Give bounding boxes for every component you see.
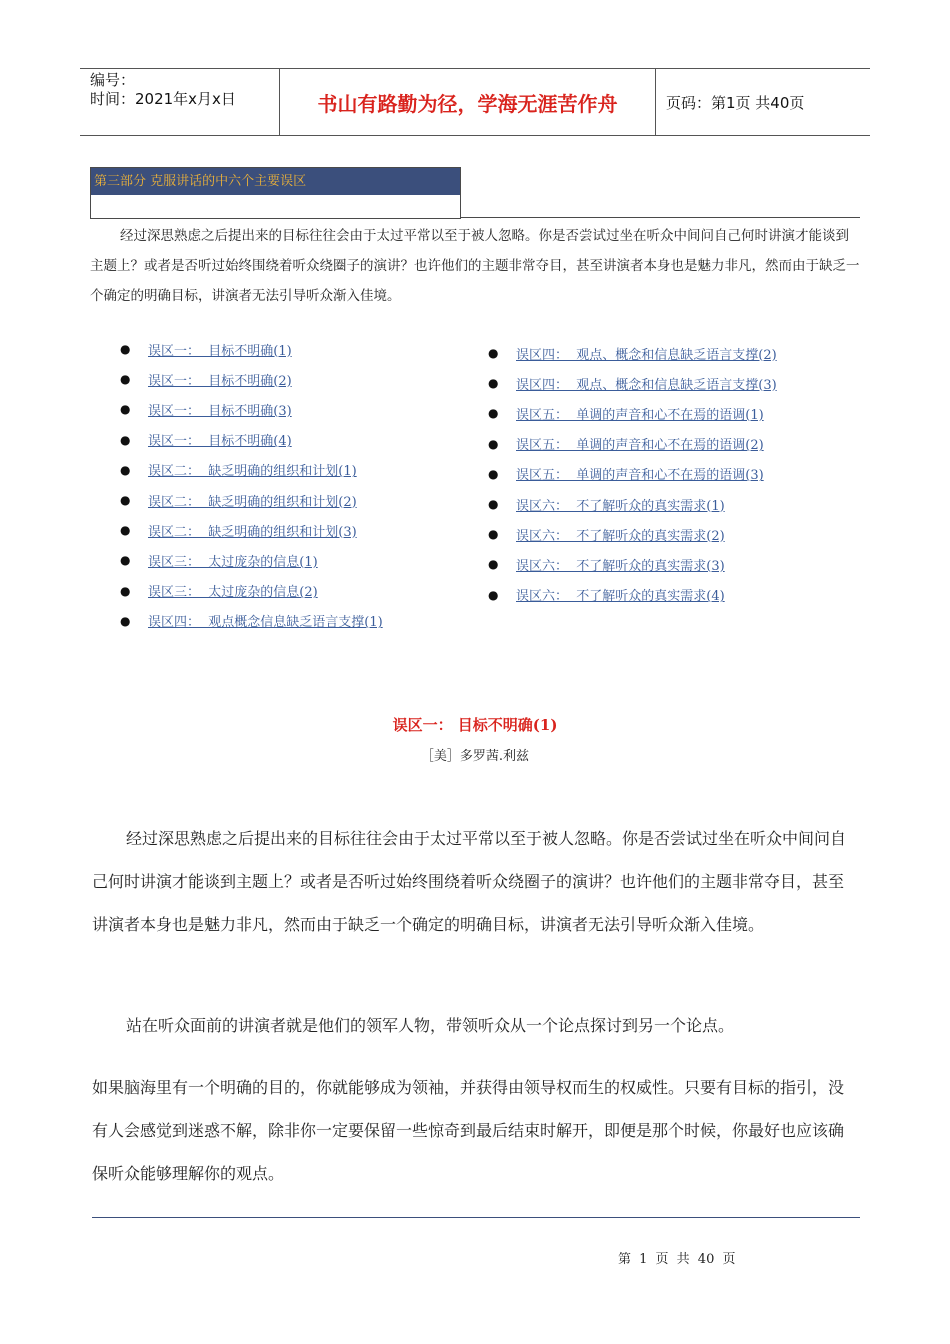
toc-item [486, 519, 777, 549]
bullet-icon: ● [488, 466, 499, 481]
bullet-icon: ● [488, 376, 499, 391]
header-meta [80, 69, 280, 135]
article-paragraph: 如果脑海里有一个明确的目的，你就能够成为领袖，并获得由领导权而生的权威性。只要有目标的指引，没有人会感觉到迷惑不解，除非你一定要保留一些惊奇到最后结束时解开，即便是那个时候，你最好也应该确保听众能够理解你的观点。 [92, 1078, 845, 1183]
bullet-icon: ● [488, 527, 499, 542]
toc-item [118, 545, 383, 575]
bullet-icon: ● [120, 583, 131, 598]
toc-item [486, 489, 777, 519]
bullet-icon: ● [120, 523, 131, 538]
toc-link[interactable]: 误区一： 目标不明确(4) [148, 434, 292, 450]
bullet-icon: ● [120, 462, 131, 477]
section-banner-title: 第三部分 克服讲话的中六个主要误区 [91, 168, 460, 195]
bullet-icon: ● [120, 342, 131, 357]
toc-item [118, 425, 383, 455]
toc-link[interactable]: 误区三： 太过庞杂的信息(1) [148, 554, 318, 570]
toc-item [118, 576, 383, 606]
toc-link[interactable]: 误区一： 目标不明确(3) [148, 403, 292, 419]
toc-link[interactable]: 误区二： 缺乏明确的组织和计划(2) [148, 494, 357, 510]
toc-item [486, 398, 777, 428]
toc-link[interactable]: 误区六： 不了解听众的真实需求(2) [516, 528, 725, 544]
bullet-icon: ● [488, 587, 499, 602]
section-intro: 经过深思熟虑之后提出来的目标往往会由于太过平常以至于被人忽略。你是否尝试过坐在听众中间问自己何时讲演才能谈到主题上？或者是否听过始终围绕着听众绕圈子的演讲？也许他们的主题非常夺目，甚至讲演者本身也是魅力非凡，然而由于缺乏一个确定的明确目标，讲演者无法引导听众渐入佳境。 [90, 228, 860, 304]
toc-link[interactable]: 误区六： 不了解听众的真实需求(3) [516, 558, 725, 574]
toc-link[interactable]: 误区五： 单调的声音和心不在焉的语调(1) [516, 407, 764, 423]
article-paragraph: 经过深思熟虑之后提出来的目标往往会由于太过平常以至于被人忽略。你是否尝试过坐在听众中间问自己何时讲演才能谈到主题上？或者是否听过始终围绕着听众绕圈子的演讲？也许他们的主题非常夺目，甚至讲演者本身也是魅力非凡，然而由于缺乏一个确定的明确目标，讲演者无法引导听众渐入佳境。 [92, 829, 847, 934]
header-motto: 书山有路勤为径，学海无涯苦作舟 [280, 69, 656, 135]
toc-list-left [118, 334, 383, 636]
toc-item [486, 368, 777, 398]
toc-link[interactable]: 误区五： 单调的声音和心不在焉的语调(2) [516, 438, 764, 454]
toc-item [486, 549, 777, 579]
article-paragraph: 站在听众面前的讲演者就是他们的领军人物，带领听众从一个论点探讨到另一个论点。 [126, 1016, 735, 1035]
bullet-icon: ● [120, 493, 131, 508]
section-banner [90, 167, 461, 219]
banner-divider [460, 217, 860, 218]
toc-item [486, 429, 777, 459]
toc-link[interactable]: 误区三： 太过庞杂的信息(2) [148, 585, 318, 601]
toc-link[interactable]: 误区五： 单调的声音和心不在焉的语调(3) [516, 468, 764, 484]
number-label: 编号： [90, 71, 136, 89]
toc-link[interactable]: 误区六： 不了解听众的真实需求(1) [516, 498, 725, 514]
toc-link[interactable]: 误区二： 缺乏明确的组织和计划(1) [148, 464, 357, 480]
footer-divider [92, 1217, 860, 1218]
toc-item [118, 394, 383, 424]
toc-item [118, 455, 383, 485]
footer-page-number: 第 1 页 共 40 页 [618, 1252, 736, 1267]
document-header [80, 68, 870, 136]
toc-link[interactable]: 误区一： 目标不明确(2) [148, 373, 292, 389]
bullet-icon: ● [120, 553, 131, 568]
toc-link[interactable]: 误区六： 不了解听众的真实需求(4) [516, 589, 725, 605]
toc-item [486, 338, 777, 368]
header-page-info: 页码：第1页 共40页 [666, 93, 805, 112]
toc-link[interactable]: 误区二： 缺乏明确的组织和计划(3) [148, 524, 357, 540]
toc-item [118, 485, 383, 515]
toc-link[interactable]: 误区一： 目标不明确(1) [148, 343, 292, 359]
time-label: 时间：2021年x月x日 [90, 90, 236, 108]
bullet-icon: ● [488, 406, 499, 421]
bullet-icon: ● [488, 346, 499, 361]
toc-item [118, 606, 383, 636]
toc-item [118, 334, 383, 364]
bullet-icon: ● [488, 436, 499, 451]
toc-link[interactable]: 误区四： 观点、概念和信息缺乏语言支撑(3) [516, 377, 777, 393]
toc-item [118, 364, 383, 394]
toc-link[interactable]: 误区四： 观点概念信息缺乏语言支撑(1) [148, 615, 383, 631]
article-title: 误区一： 目标不明确(1) [392, 716, 558, 734]
bullet-icon: ● [120, 613, 131, 628]
bullet-icon: ● [488, 497, 499, 512]
bullet-icon: ● [120, 432, 131, 447]
toc-item [118, 515, 383, 545]
toc-link[interactable]: 误区四： 观点、概念和信息缺乏语言支撑(2) [516, 347, 777, 363]
article-author: ［美］多罗茜.利兹 [420, 749, 530, 764]
bullet-icon: ● [120, 372, 131, 387]
toc-item [486, 459, 777, 489]
bullet-icon: ● [488, 557, 499, 572]
toc-item [486, 580, 777, 610]
bullet-icon: ● [120, 402, 131, 417]
toc-list-right [486, 338, 777, 610]
